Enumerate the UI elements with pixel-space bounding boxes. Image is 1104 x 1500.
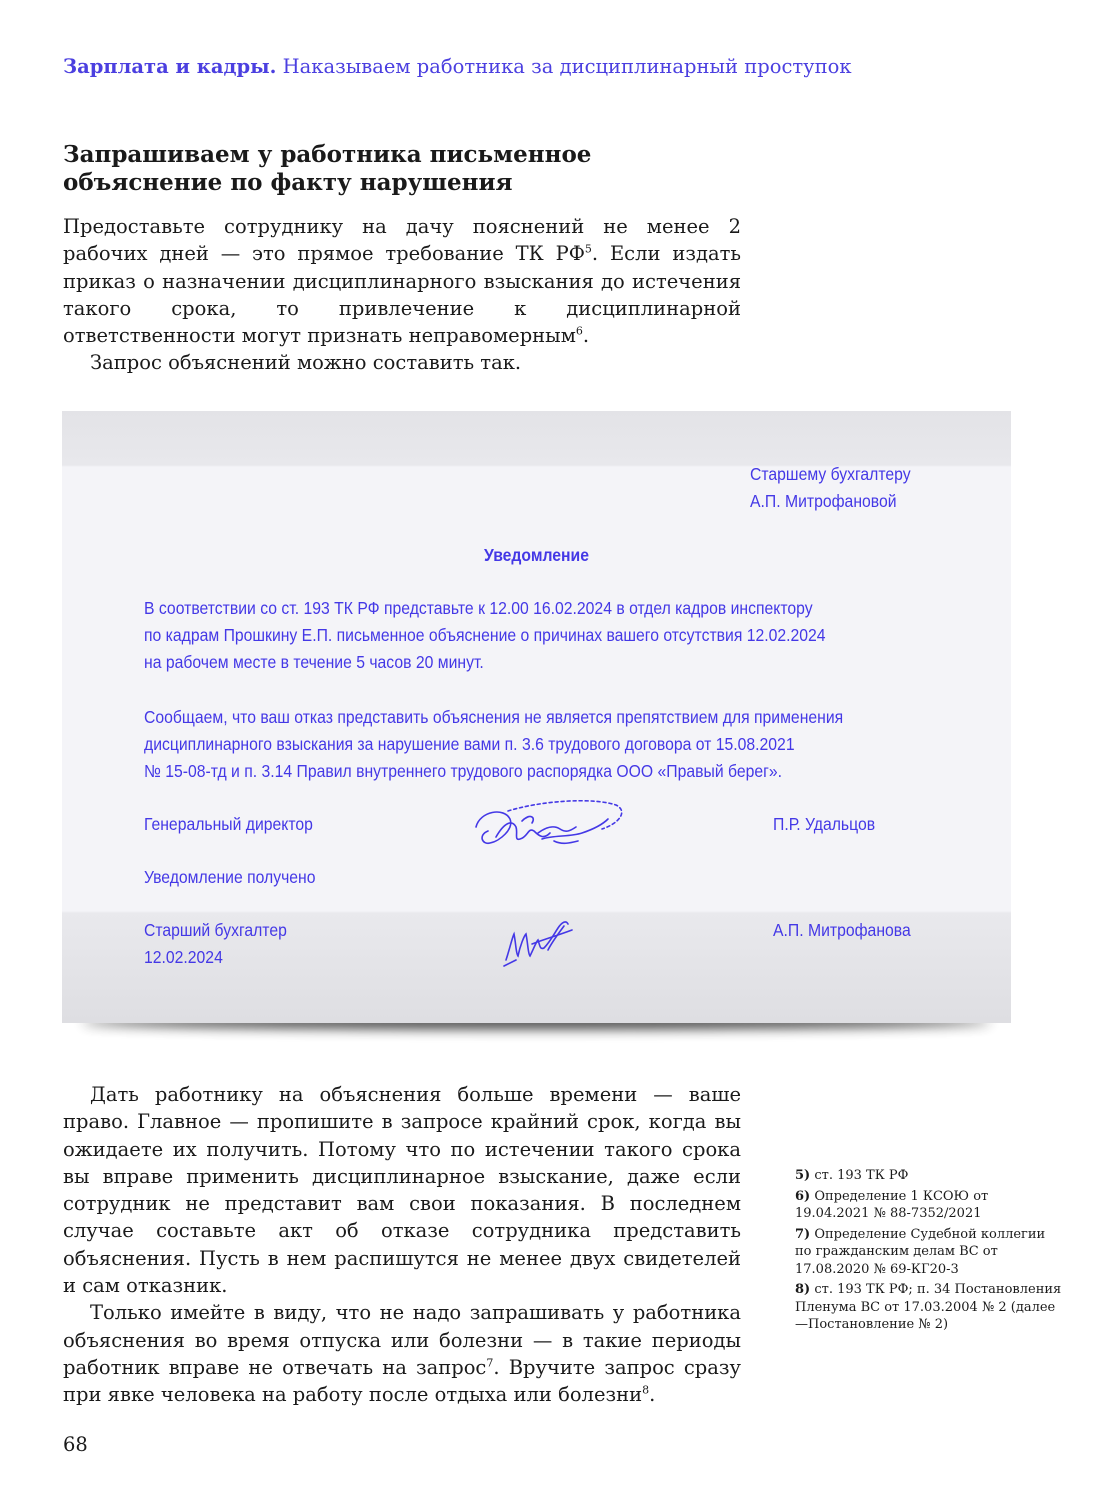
notice-addressee-line2: А.П. Митрофановой [750,491,897,511]
intro-p1-part-a: Предоставьте сотруднику на дачу пояснений не менее 2 рабочих дней — это прямое требование ТК РФ [63,215,741,266]
footnote-ref-6: 6 [575,324,583,338]
director-name: П.Р. Удальцов [773,814,876,834]
employee-signature [502,914,576,970]
notice-p2-line1: Сообщаем, что ваш отказ представить объяснения не является препятствием для применения [144,707,844,727]
outro-p2-part-b: . Вручите запрос сразу при явке человека на работу после отдыха или болезни [63,1355,741,1407]
section-title-line2: объяснение по факту нарушения [63,169,513,196]
notice-p1-line1: В соответствии со ст. 193 ТК РФ представьте к 12.00 16.02.2024 в отдел кадров инспектору [144,598,813,618]
footnote-number: 8) [795,1282,811,1297]
outro-text [63,1081,741,1409]
footnotes [795,1167,1065,1337]
footnote-6 [795,1188,1065,1223]
notice-p1-line3: на рабочем месте в течение 5 часов 20 минут. [144,652,484,672]
notice-p2-line3: № 15-08-тд и п. 3.14 Правил внутреннего трудового распорядка ООО «Правый берег». [144,761,783,781]
footnote-ref-7: 7 [486,1356,494,1370]
notice-title: Уведомление [483,545,590,565]
intro-p1-part-c: . [582,324,590,348]
director-signature [470,797,630,855]
footnote-ref-5: 5 [584,242,592,256]
footnote-text: ст. 193 ТК РФ [814,1168,909,1183]
running-head-section: Зарплата и кадры. [63,55,277,78]
notice-p2-line2: дисциплинарного взыскания за нарушение вами п. 3.6 трудового договора от 15.08.2021 [144,734,795,754]
notice-sample [62,411,1011,1023]
received-label: Уведомление получено [144,867,316,887]
running-head-article: Наказываем работника за дисциплинарный проступок [282,55,852,78]
footnote-text: Определение Судебной коллегии по гражданским делам ВС от 17.08.2020 № 69-КГ20-3 [795,1226,1046,1277]
notice-paragraph-1 [144,595,926,676]
outro-p2-part-a: Только имейте в виду, что не надо запрашивать у работника объяснения во время отпуска или болезни — в такие периоды работник вправе не отвечать на запрос [63,1301,741,1379]
footnote-number: 7) [795,1226,811,1242]
footnote-number: 6) [795,1188,811,1204]
director-position: Генеральный директор [144,814,313,834]
outro-p2-part-c: . [649,1383,656,1407]
section-title-line1: Запрашиваем у работника письменное [63,141,592,168]
intro-paragraph-1 [63,213,741,349]
intro-p1-part-b: . Если издать приказ о назначении дисциплинарного взыскания до истечения такого срока, то привлечение к дисциплинарной ответственности могут признать неправомерным [63,242,741,348]
notice-p1-line2: по кадрам Прошкину Е.П. письменное объяснение о причинах вашего отсутствия 12.02.2024 [144,625,826,645]
page-number: 68 [63,1433,88,1456]
section-title [63,141,763,197]
running-head [63,55,852,78]
employee-date: 12.02.2024 [144,947,223,967]
outro-paragraph-1: Дать работнику на объяснения больше времени — ваше право. Главное — пропишите в запросе крайний срок, когда вы ожидаете их получить. Потому что по истечении такого срока вы вправе применить дисциплинарное взыскание, даже если сотрудник не представит вам свои показания. В последнем случае составьте акт об отказе сотрудника представить объяснения. Пусть в нем распишутся не менее двух свидетелей и сам отказник. [63,1083,741,1298]
footnote-text: Определение 1 КСОЮ от 19.04.2021 № 88-7352/2021 [795,1188,989,1221]
footnote-text: ст. 193 ТК РФ; п. 34 Постановления Пленума ВС от 17.03.2004 № 2 (далее —Постановление № 2) [795,1282,1062,1332]
notice-paragraph-2 [144,704,926,785]
employee-name: А.П. Митрофанова [773,920,911,940]
footnote-number: 5) [795,1168,811,1183]
notice-sheet [62,411,1011,1023]
footnote-ref-8: 8 [642,1383,650,1397]
footnote-8 [795,1281,1065,1334]
footnote-5 [795,1167,1065,1185]
footnote-7 [795,1226,1065,1279]
intro-paragraph-2: Запрос объяснений можно составить так. [90,351,522,375]
outro-paragraph-2 [63,1299,741,1408]
intro-text [63,213,741,377]
employee-position: Старший бухгалтер [144,920,287,940]
notice-addressee-line1: Старшему бухгалтеру [750,464,911,484]
